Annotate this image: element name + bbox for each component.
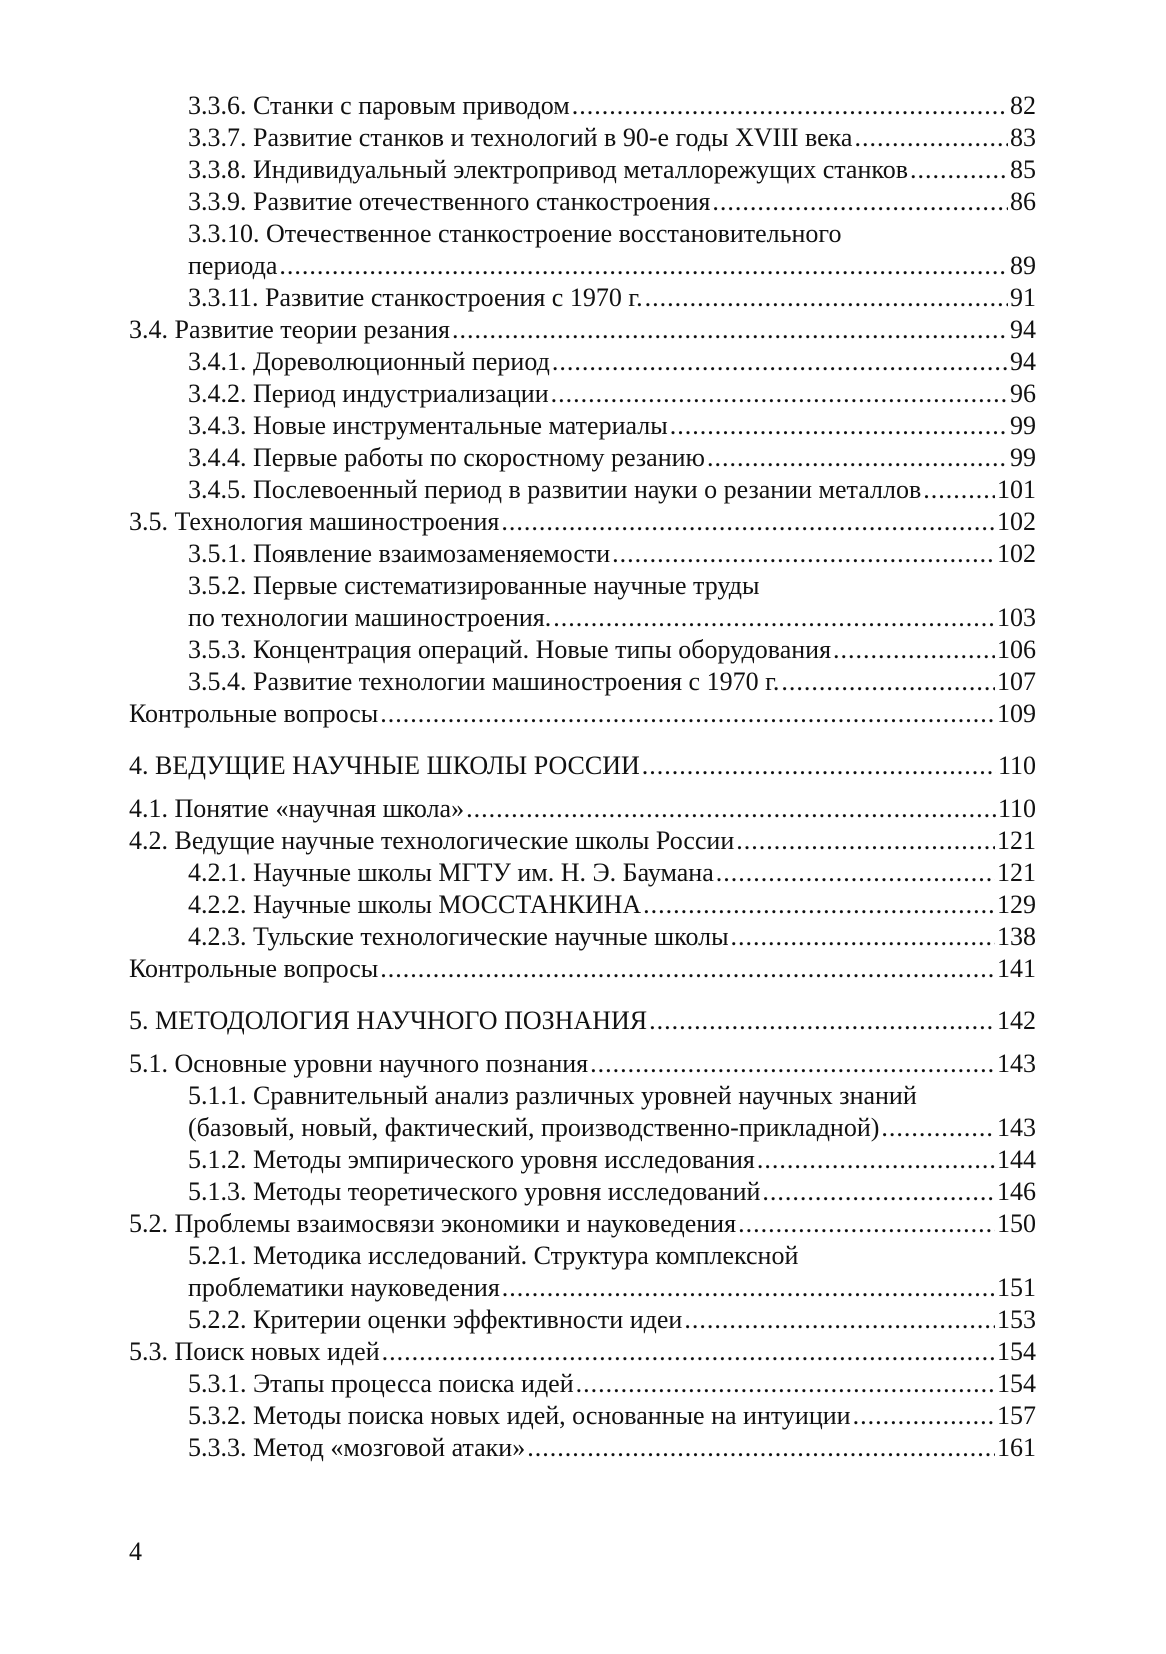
- toc-entry-title: 3.5.3. Концентрация операций. Новые типы оборудования: [188, 635, 832, 664]
- toc-entry: [129, 282, 1036, 314]
- toc-leader-dots: [833, 634, 995, 666]
- toc-entry-title: 3.3.8. Индивидуальный электропривод металлорежущих станков: [188, 155, 908, 184]
- toc-entry: [129, 250, 1036, 282]
- toc-entry: [129, 1336, 1036, 1368]
- toc-entry-title: 3.4.2. Период индустриализации: [188, 379, 549, 408]
- toc-entry-title: 5.3.1. Этапы процесса поиска идей: [188, 1369, 574, 1398]
- toc-page-number: 153: [997, 1305, 1036, 1334]
- toc-page-number: 154: [997, 1369, 1036, 1398]
- toc-page-number: 99: [1010, 443, 1036, 472]
- toc-page-number: 110: [997, 794, 1036, 823]
- toc-entry: [129, 698, 1036, 730]
- toc-page-number: 83: [1010, 123, 1036, 152]
- toc-entry-title: 4.2.2. Научные школы МОССТАНКИНА: [188, 890, 642, 919]
- toc-page-number: 161: [997, 1433, 1036, 1462]
- toc-entry-title: 5.1. Основные уровни научного познания: [129, 1049, 589, 1078]
- toc-entry-title: 5.3.3. Метод «мозговой атаки»: [188, 1433, 526, 1462]
- toc-page-number: 82: [1010, 91, 1036, 120]
- toc-entry: [129, 1048, 1036, 1080]
- toc-leader-dots: [881, 1112, 995, 1144]
- toc-page-number: 96: [1010, 379, 1036, 408]
- toc-entry: [129, 122, 1036, 154]
- toc-leader-dots: [576, 1368, 995, 1400]
- toc-entry-title: 3.5.4. Развитие технологии машиностроения с 1970 г.: [188, 667, 780, 696]
- toc-leader-dots: [854, 122, 1008, 154]
- toc-entry: [129, 921, 1036, 953]
- toc-entry-title: 3.4.5. Послевоенный период в развитии науки о резании металлов: [188, 475, 922, 504]
- toc-page-number: 106: [997, 635, 1036, 664]
- toc-page-number: 157: [997, 1401, 1036, 1430]
- toc-entry: [129, 506, 1036, 538]
- toc-page-number: 143: [997, 1113, 1036, 1142]
- toc-entry-title: 4.1. Понятие «научная школа»: [129, 794, 465, 823]
- toc-page-number: 85: [1010, 155, 1036, 184]
- toc-entry-title: 4.2.3. Тульские технологические научные школы: [188, 922, 729, 951]
- toc-page-number: 94: [1010, 315, 1036, 344]
- toc-entry-title: 3.3.6. Станки с паровым приводом: [188, 91, 570, 120]
- toc-page-number: 101: [997, 475, 1036, 504]
- toc-entry-title: 5.1.1. Сравнительный анализ различных уровней научных знаний: [188, 1081, 917, 1110]
- toc-leader-dots: [762, 1176, 995, 1208]
- toc-entry: [129, 314, 1036, 346]
- toc-page-number: 154: [997, 1337, 1036, 1366]
- toc-page-number: 150: [997, 1209, 1036, 1238]
- toc-entry-title: 3.3.11. Развитие станкостроения с 1970 г.: [188, 283, 643, 312]
- toc-leader-dots: [731, 921, 995, 953]
- toc-leader-dots: [853, 1400, 995, 1432]
- toc-leader-dots: [684, 1304, 995, 1336]
- toc-entry: [129, 474, 1036, 506]
- toc-page-number: 102: [997, 539, 1036, 568]
- toc-entry-title: (базовый, новый, фактический, производственно-прикладной): [188, 1113, 880, 1142]
- toc-entry: [129, 218, 1036, 250]
- toc-entry: [129, 1240, 1036, 1272]
- toc-page-number: 141: [997, 954, 1036, 983]
- toc-entry: [129, 634, 1036, 666]
- toc-leader-dots: [712, 186, 1008, 218]
- toc-page-number: 121: [997, 858, 1036, 887]
- toc-entry: [129, 90, 1036, 122]
- toc-entry-title: 3.5.1. Появление взаимозаменяемости: [188, 539, 611, 568]
- toc-entry-title: 5. МЕТОДОЛОГИЯ НАУЧНОГО ПОЗНАНИЯ: [129, 1006, 648, 1035]
- toc-entry: [129, 1304, 1036, 1336]
- toc-entry-title: 3.5.2. Первые систематизированные научные труды: [188, 571, 760, 600]
- toc-page-number: 109: [997, 699, 1036, 728]
- toc-leader-dots: [380, 698, 995, 730]
- toc-leader-dots: [466, 793, 996, 825]
- toc-page-number: 86: [1010, 187, 1036, 216]
- toc-leader-dots: [670, 410, 1008, 442]
- toc-page-number: 146: [997, 1177, 1036, 1206]
- toc-leader-dots: [502, 1272, 995, 1304]
- toc-entry-title: 5.2.2. Критерии оценки эффективности идеи: [188, 1305, 683, 1334]
- toc-entry: [129, 602, 1036, 634]
- page-number: 4: [129, 1537, 142, 1566]
- toc-entry: [129, 1400, 1036, 1432]
- toc-leader-dots: [551, 378, 1008, 410]
- toc-leader-dots: [910, 154, 1008, 186]
- toc-entry: [129, 570, 1036, 602]
- toc-entry-title: проблематики науковедения: [188, 1273, 500, 1302]
- toc-leader-dots: [643, 889, 995, 921]
- toc-page-number: 110: [997, 751, 1036, 780]
- toc-entry-title: по технологии машиностроения.: [188, 603, 552, 632]
- toc-leader-dots: [923, 474, 995, 506]
- toc-page-number: 142: [997, 1006, 1036, 1035]
- toc-entry-title: 5.3. Поиск новых идей: [129, 1337, 380, 1366]
- toc-entry-title: 5.1.3. Методы теоретического уровня исследований: [188, 1177, 761, 1206]
- toc-leader-dots: [707, 442, 1008, 474]
- toc-entry: [129, 666, 1036, 698]
- toc-page-number: 99: [1010, 411, 1036, 440]
- toc-entry: [129, 1272, 1036, 1304]
- toc-entry: [129, 378, 1036, 410]
- toc-entry-title: 5.3.2. Методы поиска новых идей, основанные на интуиции: [188, 1401, 851, 1430]
- toc-entry: [129, 1368, 1036, 1400]
- toc-leader-dots: [382, 1336, 995, 1368]
- toc-leader-dots: [738, 1208, 995, 1240]
- toc-entry-title: 5.2.1. Методика исследований. Структура комплексной: [188, 1241, 799, 1270]
- toc-entry-title: 3.3.10. Отечественное станкостроение восстановительного: [188, 219, 842, 248]
- toc-entry: [129, 1432, 1036, 1464]
- toc-entry-title: 3.4.4. Первые работы по скоростному резанию: [188, 443, 705, 472]
- toc-entry-title: 4. ВЕДУЩИЕ НАУЧНЫЕ ШКОЛЫ РОССИИ: [129, 751, 640, 780]
- toc-entry: [129, 857, 1036, 889]
- toc-entry-title: периода: [188, 251, 278, 280]
- toc-entry-title: 3.3.7. Развитие станков и технологий в 90-е годы XVIII века: [188, 123, 853, 152]
- toc-leader-dots: [452, 314, 1008, 346]
- toc-page-number: 138: [997, 922, 1036, 951]
- toc-page-number: 91: [1010, 283, 1036, 312]
- toc-leader-dots: [279, 250, 1008, 282]
- toc-leader-dots: [572, 90, 1008, 122]
- toc-leader-dots: [649, 1005, 995, 1037]
- toc-page-number: 144: [997, 1145, 1036, 1174]
- toc-entry-title: 3.4. Развитие теории резания: [129, 315, 450, 344]
- toc-entry: [129, 410, 1036, 442]
- toc-leader-dots: [736, 825, 995, 857]
- toc-page-number: 151: [997, 1273, 1036, 1302]
- toc-entry-title: Контрольные вопросы: [129, 954, 379, 983]
- toc-page-number: 94: [1010, 347, 1036, 376]
- toc-page-number: 102: [997, 507, 1036, 536]
- toc-leader-dots: [645, 282, 1008, 314]
- toc-leader-dots: [501, 506, 995, 538]
- toc-leader-dots: [612, 538, 995, 570]
- toc-entry-title: 3.4.3. Новые инструментальные материалы: [188, 411, 668, 440]
- toc-page-number: 107: [997, 667, 1036, 696]
- toc-leader-dots: [781, 666, 995, 698]
- toc-leader-dots: [552, 346, 1008, 378]
- toc-entry-title: 4.2.1. Научные школы МГТУ им. Н. Э. Баумана: [188, 858, 714, 887]
- toc-entry-title: 3.5. Технология машиностроения: [129, 507, 500, 536]
- toc-page-number: 103: [997, 603, 1036, 632]
- toc-entry: [129, 953, 1036, 985]
- toc-entry: [129, 889, 1036, 921]
- toc-page-number: 129: [997, 890, 1036, 919]
- toc-page-number: 121: [997, 826, 1036, 855]
- toc-entry: [129, 346, 1036, 378]
- toc-entry-title: Контрольные вопросы: [129, 699, 379, 728]
- toc-leader-dots: [716, 857, 995, 889]
- toc-leader-dots: [553, 602, 995, 634]
- toc-entry-title: 4.2. Ведущие научные технологические школы России: [129, 826, 735, 855]
- toc-leader-dots: [380, 953, 995, 985]
- toc-entry: [129, 154, 1036, 186]
- toc-entry: [129, 1144, 1036, 1176]
- toc-leader-dots: [527, 1432, 995, 1464]
- toc-chapter: [129, 1005, 1036, 1037]
- toc-chapter: [129, 750, 1036, 782]
- toc-leader-dots: [757, 1144, 995, 1176]
- toc-entry-title: 5.1.2. Методы эмпирического уровня исследования: [188, 1145, 755, 1174]
- toc-page-number: 89: [1010, 251, 1036, 280]
- toc-entry: [129, 186, 1036, 218]
- table-of-contents: [129, 90, 1036, 1464]
- toc-page-number: 143: [997, 1049, 1036, 1078]
- toc-leader-dots: [590, 1048, 995, 1080]
- toc-entry: [129, 538, 1036, 570]
- toc-entry-title: 5.2. Проблемы взаимосвязи экономики и науковедения: [129, 1209, 737, 1238]
- toc-entry: [129, 1176, 1036, 1208]
- toc-entry: [129, 793, 1036, 825]
- toc-leader-dots: [642, 750, 996, 782]
- toc-entry: [129, 1112, 1036, 1144]
- toc-entry: [129, 1080, 1036, 1112]
- toc-entry: [129, 1208, 1036, 1240]
- toc-entry: [129, 442, 1036, 474]
- toc-entry-title: 3.4.1. Дореволюционный период: [188, 347, 550, 376]
- toc-entry: [129, 825, 1036, 857]
- toc-entry-title: 3.3.9. Развитие отечественного станкостроения: [188, 187, 711, 216]
